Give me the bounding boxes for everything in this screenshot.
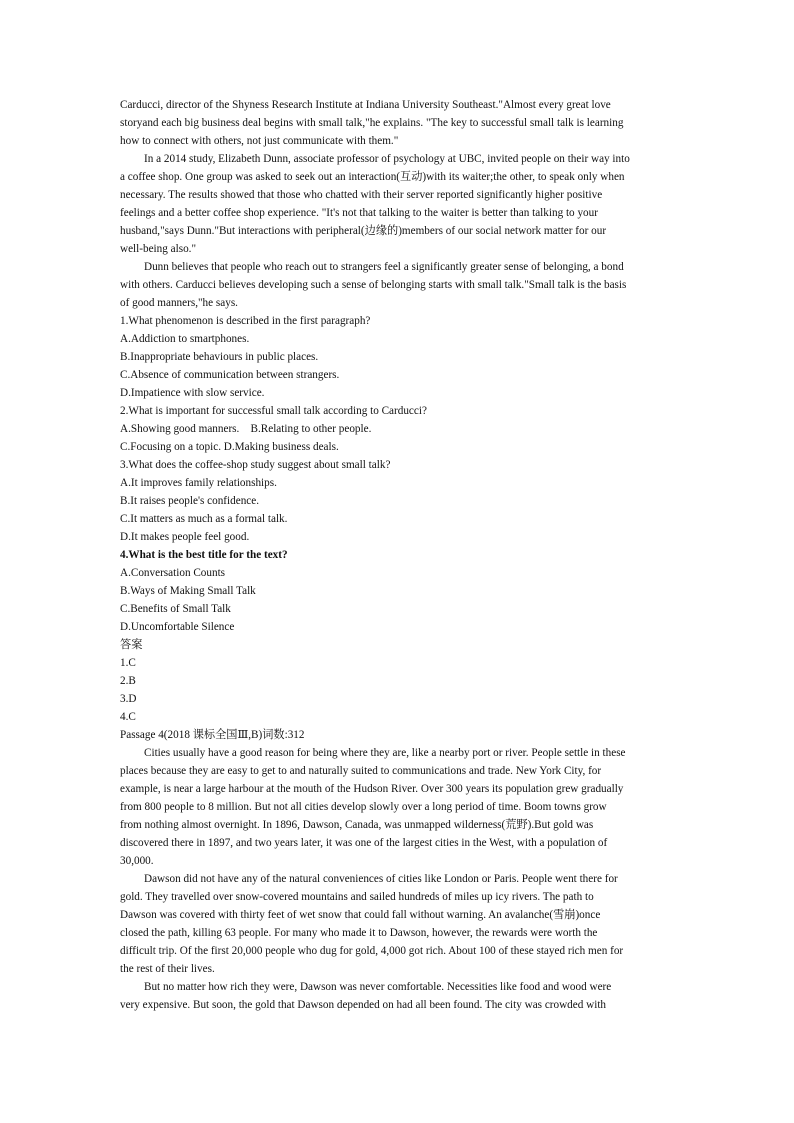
question-stem: 2.What is important for successful small talk according to Carducci? (120, 405, 427, 417)
text-line: from nothing almost overnight. In 1896, Dawson, Canada, was unmapped wilderness(荒野).But gold was (120, 819, 594, 831)
answer-option: D.It makes people feel good. (120, 531, 250, 543)
text-line: well-being also." (120, 243, 197, 255)
text-line: Dawson did not have any of the natural conveniences of cities like London or Paris. People went there for (144, 873, 618, 885)
text-line: closed the path, killing 63 people. For many who made it to Dawson, however, the rewards were worth the (120, 927, 598, 939)
answer-option: D.Uncomfortable Silence (120, 621, 235, 633)
text-line: a coffee shop. One group was asked to seek out an interaction(互动)with its waiter;the other, to speak only when (120, 171, 625, 183)
text-line: gold. They travelled over snow-covered mountains and sailed hundreds of miles up icy rivers. The path to (120, 891, 594, 903)
text-line: 30,000. (120, 855, 154, 867)
answer-option: C.Absence of communication between strangers. (120, 369, 340, 381)
answer-option: B.Ways of Making Small Talk (120, 585, 256, 597)
question-stem: 4.What is the best title for the text? (120, 549, 288, 561)
question-stem: 1.What phenomenon is described in the first paragraph? (120, 315, 371, 327)
answer-key-label: 答案 (120, 639, 143, 651)
text-line: Carducci, director of the Shyness Research Institute at Indiana University Southeast."Almost every great love (120, 99, 611, 111)
text-line: difficult trip. Of the first 20,000 people who dug for gold, 4,000 got rich. About 100 of these stayed rich men for (120, 945, 624, 957)
text-line: Dawson was covered with thirty feet of wet snow that could fall without warning. An avalanche(雪崩)once (120, 909, 601, 921)
answer-option: C.It matters as much as a formal talk. (120, 513, 288, 525)
text-line: feelings and a better coffee shop experience. "It's not that talking to the waiter is better than talking to your (120, 207, 598, 219)
answer-option: B.Inappropriate behaviours in public places. (120, 351, 319, 363)
answer-option: A.It improves family relationships. (120, 477, 277, 489)
text-line: discovered there in 1897, and two years later, it was one of the largest cities in the West, with a population of (120, 837, 608, 849)
text-line: from 800 people to 8 million. But not all cities develop slowly over a long period of time. Boom towns grow (120, 801, 607, 813)
answer-option: A.Showing good manners. B.Relating to other people. (120, 423, 372, 435)
document-page (120, 96, 674, 1014)
text-line: example, is near a large harbour at the mouth of the Hudson River. Over 300 years its population grew gradually (120, 783, 624, 795)
text-line: In a 2014 study, Elizabeth Dunn, associate professor of psychology at UBC, invited people on their way into (144, 153, 630, 165)
answer-item: 1.C (120, 657, 136, 669)
text-line: necessary. The results showed that those who chatted with their server reported significantly higher positive (120, 189, 603, 201)
text-line: Cities usually have a good reason for being where they are, like a nearby port or river. People settle in these (144, 747, 626, 759)
question-stem: 3.What does the coffee-shop study suggest about small talk? (120, 459, 391, 471)
paragraph (120, 96, 674, 150)
text-line: with others. Carducci believes developing such a sense of belonging starts with small talk."Small talk is the basis (120, 279, 627, 291)
text-line: of good manners,"he says. (120, 297, 238, 309)
passage-heading: Passage 4(2018 课标全国Ⅲ,B)词数:312 (120, 729, 305, 741)
text-line: how to connect with others, not just communicate with them." (120, 135, 399, 147)
question-1 (120, 312, 674, 402)
answer-key (120, 636, 674, 726)
answer-option: D.Impatience with slow service. (120, 387, 265, 399)
answer-option: B.It raises people's confidence. (120, 495, 260, 507)
text-line: But no matter how rich they were, Dawson was never comfortable. Necessities like food and wood were (144, 981, 612, 993)
text-line: husband,"says Dunn."But interactions with peripheral(边缘的)members of our social network matter for our (120, 225, 607, 237)
paragraph (120, 150, 674, 258)
answer-option: C.Benefits of Small Talk (120, 603, 231, 615)
text-line: places because they are easy to get to and naturally suited to communications and trade. New York City, for (120, 765, 602, 777)
question-3 (120, 456, 674, 546)
answer-option: A.Conversation Counts (120, 567, 226, 579)
answer-item: 2.B (120, 675, 136, 687)
paragraph (120, 744, 674, 870)
paragraph (120, 870, 674, 978)
text-line: the rest of their lives. (120, 963, 215, 975)
answer-item: 4.C (120, 711, 136, 723)
question-4 (120, 546, 674, 636)
answer-item: 3.D (120, 693, 137, 705)
text-line: very expensive. But soon, the gold that Dawson depended on had all been found. The city was crowded with (120, 999, 607, 1011)
text-line: storyand each big business deal begins with small talk,"he explains. "The key to successful small talk is learning (120, 117, 624, 129)
answer-option: C.Focusing on a topic. D.Making business deals. (120, 441, 339, 453)
text-line: Dunn believes that people who reach out to strangers feel a significantly greater sense of belonging, a bond (144, 261, 624, 273)
answer-option: A.Addiction to smartphones. (120, 333, 250, 345)
question-2 (120, 402, 674, 456)
paragraph (120, 978, 674, 1014)
paragraph (120, 258, 674, 312)
